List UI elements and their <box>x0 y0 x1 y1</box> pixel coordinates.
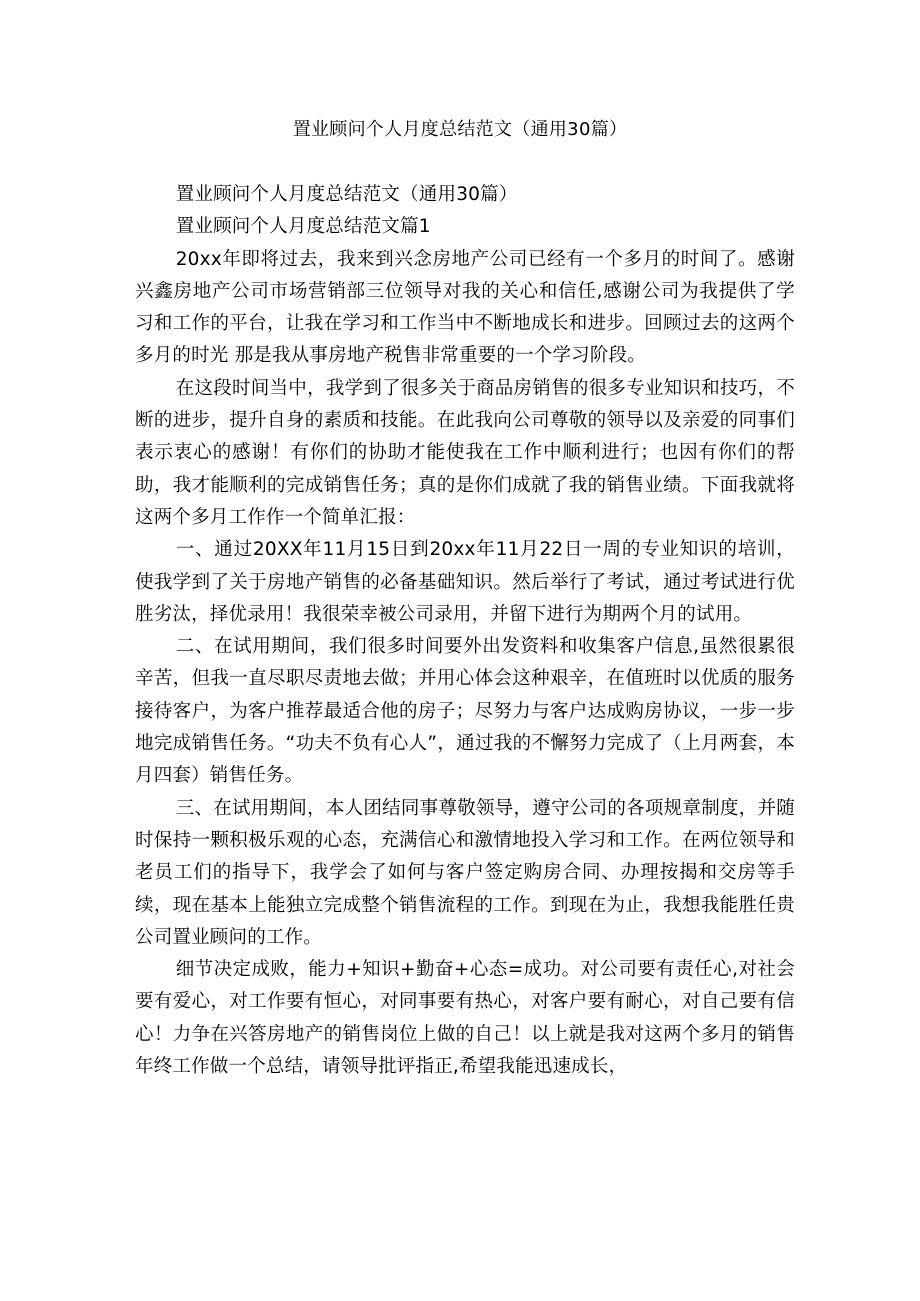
paragraph-section-title: 置业顾问个人月度总结范文篇1 <box>175 216 431 238</box>
document-body <box>135 179 795 1083</box>
paragraph-point-two: 二、在试用期间，我们很多时间要外出发资料和收集客户信息,虽然很累很辛苦，但我一直尽职尽责地去做；并用心体会这种艰辛，在值班时以优质的服务接待客户，为客户推荐最适合他的房子；尽努力与客户达成购房协议，一步一步地完成销售任务。“功夫不负有心人”，通过我的不懈努力完成了（上月两套，本月四套）销售任务。 <box>135 636 795 787</box>
paragraph-intro: 20xx年即将过去，我来到兴念房地产公司已经有一个多月的时间了。感谢兴鑫房地产公司市场营销部三位领导对我的关心和信任,感谢公司为我提供了学习和工作的平台，让我在学习和工作当中不断地成长和进步。回顾过去的这两个多月的时光 那是我从事房地产税售非常重要的一个学习阶段。 <box>135 248 795 367</box>
paragraph-conclusion: 细节决定成败，能力+知识+勤奋+心态=成功。对公司要有责任心,对社会要有爱心，对工作要有恒心，对同事要有热心，对客户要有耐心，对自己要有信心！力争在兴答房地产的销售岗位上做的自己！以上就是我对这两个多月的销售年终工作做一个总结，请领导批评指正,希望我能迅速成长， <box>135 959 795 1078</box>
paragraph-point-one: 一、通过20XX年11月15日到20xx年11月22日一周的专业知识的培训，使我学到了关于房地产销售的必备基础知识。然后举行了考试，通过考试进行优胜劣汰，择优录用！我很荣幸被公司录用，并留下进行为期两个月的试用。 <box>135 539 795 625</box>
paragraph-thanks: 在这段时间当中，我学到了很多关于商品房销售的很多专业知识和技巧，不断的进步，提升自身的素质和技能。在此我向公司尊敬的领导以及亲爱的同事们表示衷心的感谢！有你们的协助才能使我在工作中顺利进行；也因有你们的帮助，我才能顺利的完成销售任务；真的是你们成就了我的销售业绩。下面我就将这两个多月工作作一个简单汇报： <box>135 377 795 528</box>
document-title: 置业顾问个人月度总结范文（通用30篇） <box>292 119 628 140</box>
paragraph-point-three: 三、在试用期间，本人团结同事尊敬领导，遵守公司的各项规章制度，并随时保持一颗积极乐观的心态，充满信心和激情地投入学习和工作。在两位领导和老员工们的指导下，我学会了如何与客户签定购房合同、办理按揭和交房等手续，现在基本上能独立完成整个销售流程的工作。到现在为止，我想我能胜任贵公司置业顾问的工作。 <box>135 797 795 948</box>
paragraph-heading: 置业顾问个人月度总结范文（通用30篇） <box>175 184 518 205</box>
